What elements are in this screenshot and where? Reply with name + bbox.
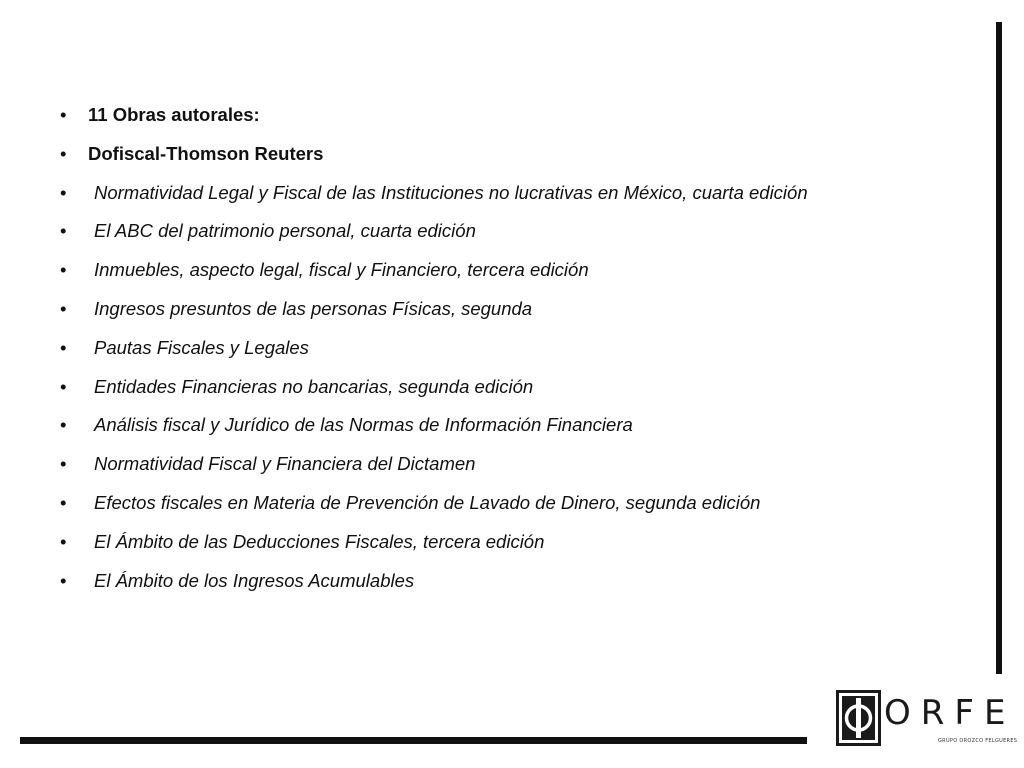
list-item (60, 562, 960, 601)
list-item-text: Normatividad Legal y Fiscal de las Instituciones no lucrativas en México, cuarta edición (94, 181, 808, 203)
bullet-icon: • (60, 259, 67, 281)
logo-wordmark: ORFE (884, 693, 1016, 733)
right-vertical-rule (996, 22, 1002, 674)
list-item-text: El Ámbito de las Deducciones Fiscales, tercera edición (94, 530, 545, 552)
logo-subtitle: GRUPO OROZCO FELGUERES (938, 738, 1018, 744)
list-item (60, 329, 960, 368)
bullet-icon: • (60, 414, 67, 436)
list-item (60, 368, 960, 407)
orfe-emblem-icon (836, 690, 882, 746)
bullet-icon: • (60, 220, 67, 242)
list-item-text: Efectos fiscales en Materia de Prevención de Lavado de Dinero, segunda edición (94, 491, 761, 513)
bullet-icon: • (60, 336, 67, 358)
list-item (60, 445, 960, 484)
list-item (60, 290, 960, 329)
list-item (60, 174, 960, 213)
bullet-icon: • (60, 375, 67, 397)
list-item (60, 212, 960, 251)
list-item (60, 484, 960, 523)
list-item-text: Inmuebles, aspecto legal, fiscal y Financiero, tercera edición (94, 259, 589, 281)
list-item (60, 406, 960, 445)
list-item-text: El ABC del patrimonio personal, cuarta edición (94, 220, 476, 242)
bullet-icon: • (60, 530, 67, 552)
bullet-icon: • (60, 142, 67, 164)
list-item-text: Entidades Financieras no bancarias, segunda edición (94, 375, 534, 397)
bullet-icon: • (60, 491, 67, 513)
list-item-text: El Ámbito de los Ingresos Acumulables (94, 569, 415, 591)
list-item-text: Pautas Fiscales y Legales (94, 336, 309, 358)
list-item (60, 135, 960, 174)
bullet-icon: • (60, 297, 67, 319)
list-item-text: Normatividad Fiscal y Financiera del Dictamen (94, 453, 476, 475)
bullet-icon: • (60, 181, 67, 203)
list-item (60, 523, 960, 562)
list-item-text: Análisis fiscal y Jurídico de las Normas de Información Financiera (94, 414, 633, 436)
list-item-text: Ingresos presuntos de las personas Físicas, segunda (94, 297, 533, 319)
bullet-icon: • (60, 453, 67, 475)
bottom-horizontal-rule (20, 737, 807, 744)
list-item-text: Dofiscal-Thomson Reuters (88, 142, 324, 164)
list-item-text: 11 Obras autorales: (88, 104, 260, 125)
bullet-list (60, 96, 960, 600)
list-item (60, 96, 960, 135)
orfe-logo (836, 690, 1018, 750)
bullet-icon: • (60, 104, 67, 125)
bullet-icon: • (60, 569, 67, 591)
list-item (60, 251, 960, 290)
